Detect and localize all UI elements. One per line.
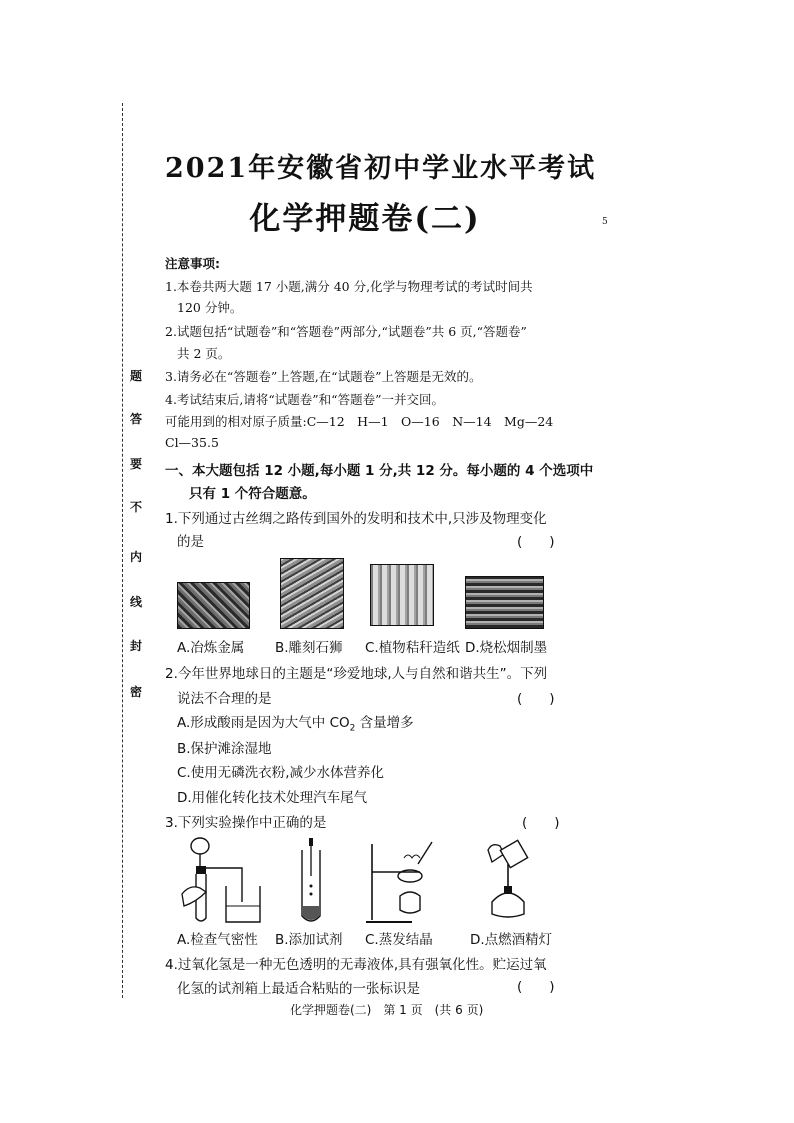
q2-option-b: B.保护滩涂湿地 (177, 741, 272, 757)
note-line: 120 分钟。 (177, 300, 243, 315)
exam-title: 2021年安徽省初中学业水平考试 (165, 153, 597, 184)
q2-option-a-sub: 2 (349, 723, 356, 734)
q3-option-b: B.添加试剂 (275, 932, 343, 948)
seal-char: 内 (130, 550, 143, 564)
notes-heading: 注意事项: (165, 256, 220, 271)
q3-option-c: C.蒸发结晶 (365, 932, 433, 948)
diagram-evaporation (362, 836, 442, 926)
note-line: 1.本卷共两大题 17 小题,满分 40 分,化学与物理考试的考试时间共 (165, 279, 533, 294)
photo-ink-making (465, 576, 544, 629)
question-4: 4.过氧化氢是一种无色透明的无毒液体,具有强氧化性。贮运过氧 (165, 957, 547, 973)
seal-char: 要 (130, 457, 143, 471)
seal-char: 线 (130, 595, 143, 609)
q2-option-a-text: A.形成酸雨是因为大气中 CO (177, 715, 350, 731)
atomic-mass-line: Cl—35.5 (165, 435, 219, 450)
answer-paren: ( ) (517, 979, 555, 995)
paper-title: 化学押题卷(二) (249, 201, 481, 237)
photo-metal-smelting (177, 582, 250, 629)
q2-option-a (177, 711, 414, 734)
seal-char: 不 (130, 500, 143, 514)
q1-option-d: D.烧松烟制墨 (465, 640, 548, 656)
diagram-airtightness-check (176, 836, 268, 926)
q2-option-c: C.使用无磷洗衣粉,减少水体营养化 (177, 765, 385, 781)
q2-option-d: D.用催化转化技术处理汽车尾气 (177, 790, 368, 806)
stray-mark: 5 (602, 217, 608, 227)
q1-option-a: A.冶炼金属 (177, 640, 245, 656)
seal-char: 封 (130, 639, 143, 653)
answer-paren: ( ) (522, 815, 560, 831)
answer-paren: ( ) (517, 534, 555, 550)
note-line: 共 2 页。 (177, 346, 231, 361)
section-heading: 一、本大题包括 12 小题,每小题 1 分,共 12 分。每小题的 4 个选项中 (165, 463, 594, 479)
page-footer: 化学押题卷(二) 第 1 页 (共 6 页) (290, 1003, 484, 1017)
seal-char: 题 (130, 369, 143, 383)
photo-stone-lion (280, 558, 344, 629)
question-1-cont: 的是 (177, 534, 204, 550)
q3-option-d: D.点燃酒精灯 (470, 932, 553, 948)
diagram-adding-reagent (286, 836, 336, 926)
note-line: 3.请务必在“答题卷”上答题,在“试题卷”上答题是无效的。 (165, 369, 482, 384)
question-2: 2.今年世界地球日的主题是“珍爱地球,人与自然和谐共生”。下列 (165, 666, 548, 682)
question-4-cont: 化氢的试剂箱上最适合粘贴的一张标识是 (177, 981, 420, 997)
q1-option-b: B.雕刻石狮 (275, 640, 343, 656)
question-1: 1.下列通过古丝绸之路传到国外的发明和技术中,只涉及物理变化 (165, 511, 547, 527)
section-heading-cont: 只有 1 个符合题意。 (189, 486, 316, 502)
answer-paren: ( ) (517, 691, 555, 707)
q1-option-c: C.植物秸秆造纸 (365, 640, 460, 656)
note-line: 2.试题包括“试题卷”和“答题卷”两部分,“试题卷”共 6 页,“答题卷” (165, 324, 527, 339)
q2-option-a-post: 含量增多 (355, 715, 414, 731)
note-line: 4.考试结束后,请将“试题卷”和“答题卷”一并交回。 (165, 392, 444, 407)
q3-option-a: A.检查气密性 (177, 932, 258, 948)
seal-char: 密 (130, 685, 143, 699)
atomic-mass-line: 可能用到的相对原子质量:C—12 H—1 O—16 N—14 Mg—24 (165, 414, 554, 429)
binding-dashed-line (122, 103, 123, 998)
photo-papermaking (370, 564, 434, 626)
seal-char: 答 (130, 412, 143, 426)
diagram-lighting-lamp (478, 836, 558, 926)
question-3: 3.下列实验操作中正确的是 (165, 815, 327, 831)
question-2-cont: 说法不合理的是 (177, 691, 272, 707)
